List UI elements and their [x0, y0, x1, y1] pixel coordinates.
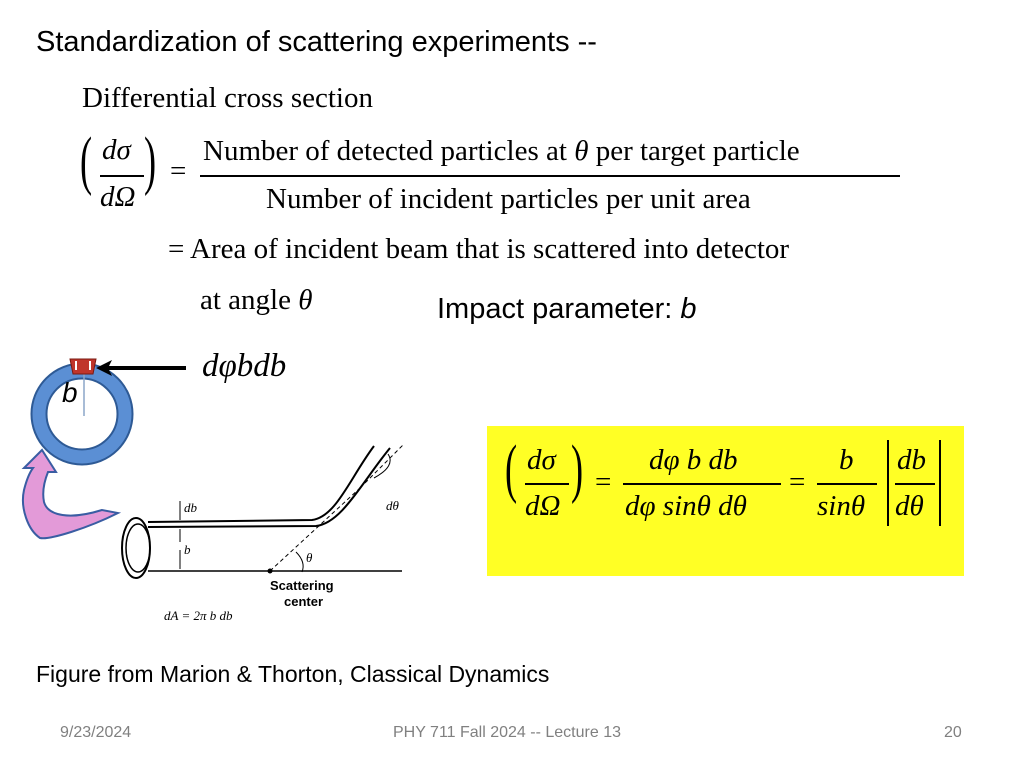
area-element-label: dA = 2π b db [164, 608, 233, 623]
slide-number: 20 [944, 724, 962, 741]
box-rhs-numerator: b [839, 444, 854, 476]
d-sigma: dσ [102, 134, 131, 166]
box-abs-line [895, 483, 935, 485]
box-right-paren: ) [571, 432, 584, 505]
scattering-center-dot [268, 569, 273, 574]
at-angle-theta: θ [298, 284, 313, 316]
numerator-prefix: Number of detected particles at [203, 135, 567, 167]
box-mid-line [623, 483, 781, 485]
center-label: center [284, 594, 324, 609]
scattering-label: Scattering [270, 578, 334, 593]
lhs-fraction-line [100, 175, 144, 177]
d-omega: dΩ [100, 181, 136, 213]
box-d-omega: dΩ [525, 490, 561, 522]
box-abs-denominator: dθ [895, 490, 924, 522]
b-label: b [184, 542, 191, 557]
impact-parameter-label [437, 293, 697, 326]
numerator-suffix: per target particle [595, 135, 800, 167]
asymptote-line-2 [360, 444, 404, 488]
ring-b-label: b [62, 377, 78, 408]
asymptote-line-1 [270, 488, 360, 571]
slide-title: Standardization of scattering experiments -- [36, 26, 597, 58]
detector-icon [70, 359, 96, 374]
at-angle-text: at angle [200, 284, 291, 316]
footer-course: PHY 711 Fall 2024 -- Lecture 13 [393, 724, 621, 741]
right-paren: ) [144, 124, 157, 197]
main-fraction-line [200, 175, 900, 177]
impact-parameter-text: Impact parameter: [437, 293, 681, 325]
scattering-figure [104, 438, 424, 628]
box-mid-denominator: dφ sinθ dθ [625, 490, 747, 522]
box-rhs-denominator: sinθ [817, 490, 866, 522]
theta-arc [296, 552, 303, 572]
box-mid-numerator: dφ b db [649, 444, 738, 476]
at-angle [200, 284, 312, 317]
db-label: db [184, 500, 197, 515]
box-rhs-line [817, 483, 877, 485]
box-equals-2: = [789, 466, 806, 498]
highlighted-equation-box [487, 426, 964, 576]
box-equals-1: = [595, 466, 612, 498]
abs-bar-left [887, 440, 889, 526]
lhs-derivative [80, 124, 170, 218]
equals-sign: = [170, 155, 187, 187]
left-paren: ( [80, 124, 93, 197]
dphi-b-db: dφbdb [202, 348, 287, 384]
trajectory-lower [148, 448, 390, 527]
box-left-paren: ( [505, 432, 518, 505]
trajectory-upper [148, 446, 374, 522]
fraction-denominator: Number of incident particles per unit area [266, 183, 751, 215]
dtheta-label: dθ [386, 498, 399, 513]
inner-annulus [126, 524, 150, 572]
area-line: = Area of incident beam that is scattered into detector [168, 233, 790, 265]
fraction-numerator [203, 135, 800, 168]
theta-label: θ [306, 550, 313, 565]
subtitle: Differential cross section [82, 82, 373, 114]
footer-date: 9/23/2024 [60, 724, 132, 741]
box-d-sigma: dσ [527, 444, 556, 476]
box-abs-numerator: db [897, 444, 926, 476]
impact-parameter-symbol: b [680, 293, 697, 325]
box-lhs-line [525, 483, 569, 485]
figure-caption: Figure from Marion & Thorton, Classical Dynamics [36, 661, 550, 687]
theta-symbol: θ [574, 135, 589, 167]
abs-bar-right [939, 440, 941, 526]
